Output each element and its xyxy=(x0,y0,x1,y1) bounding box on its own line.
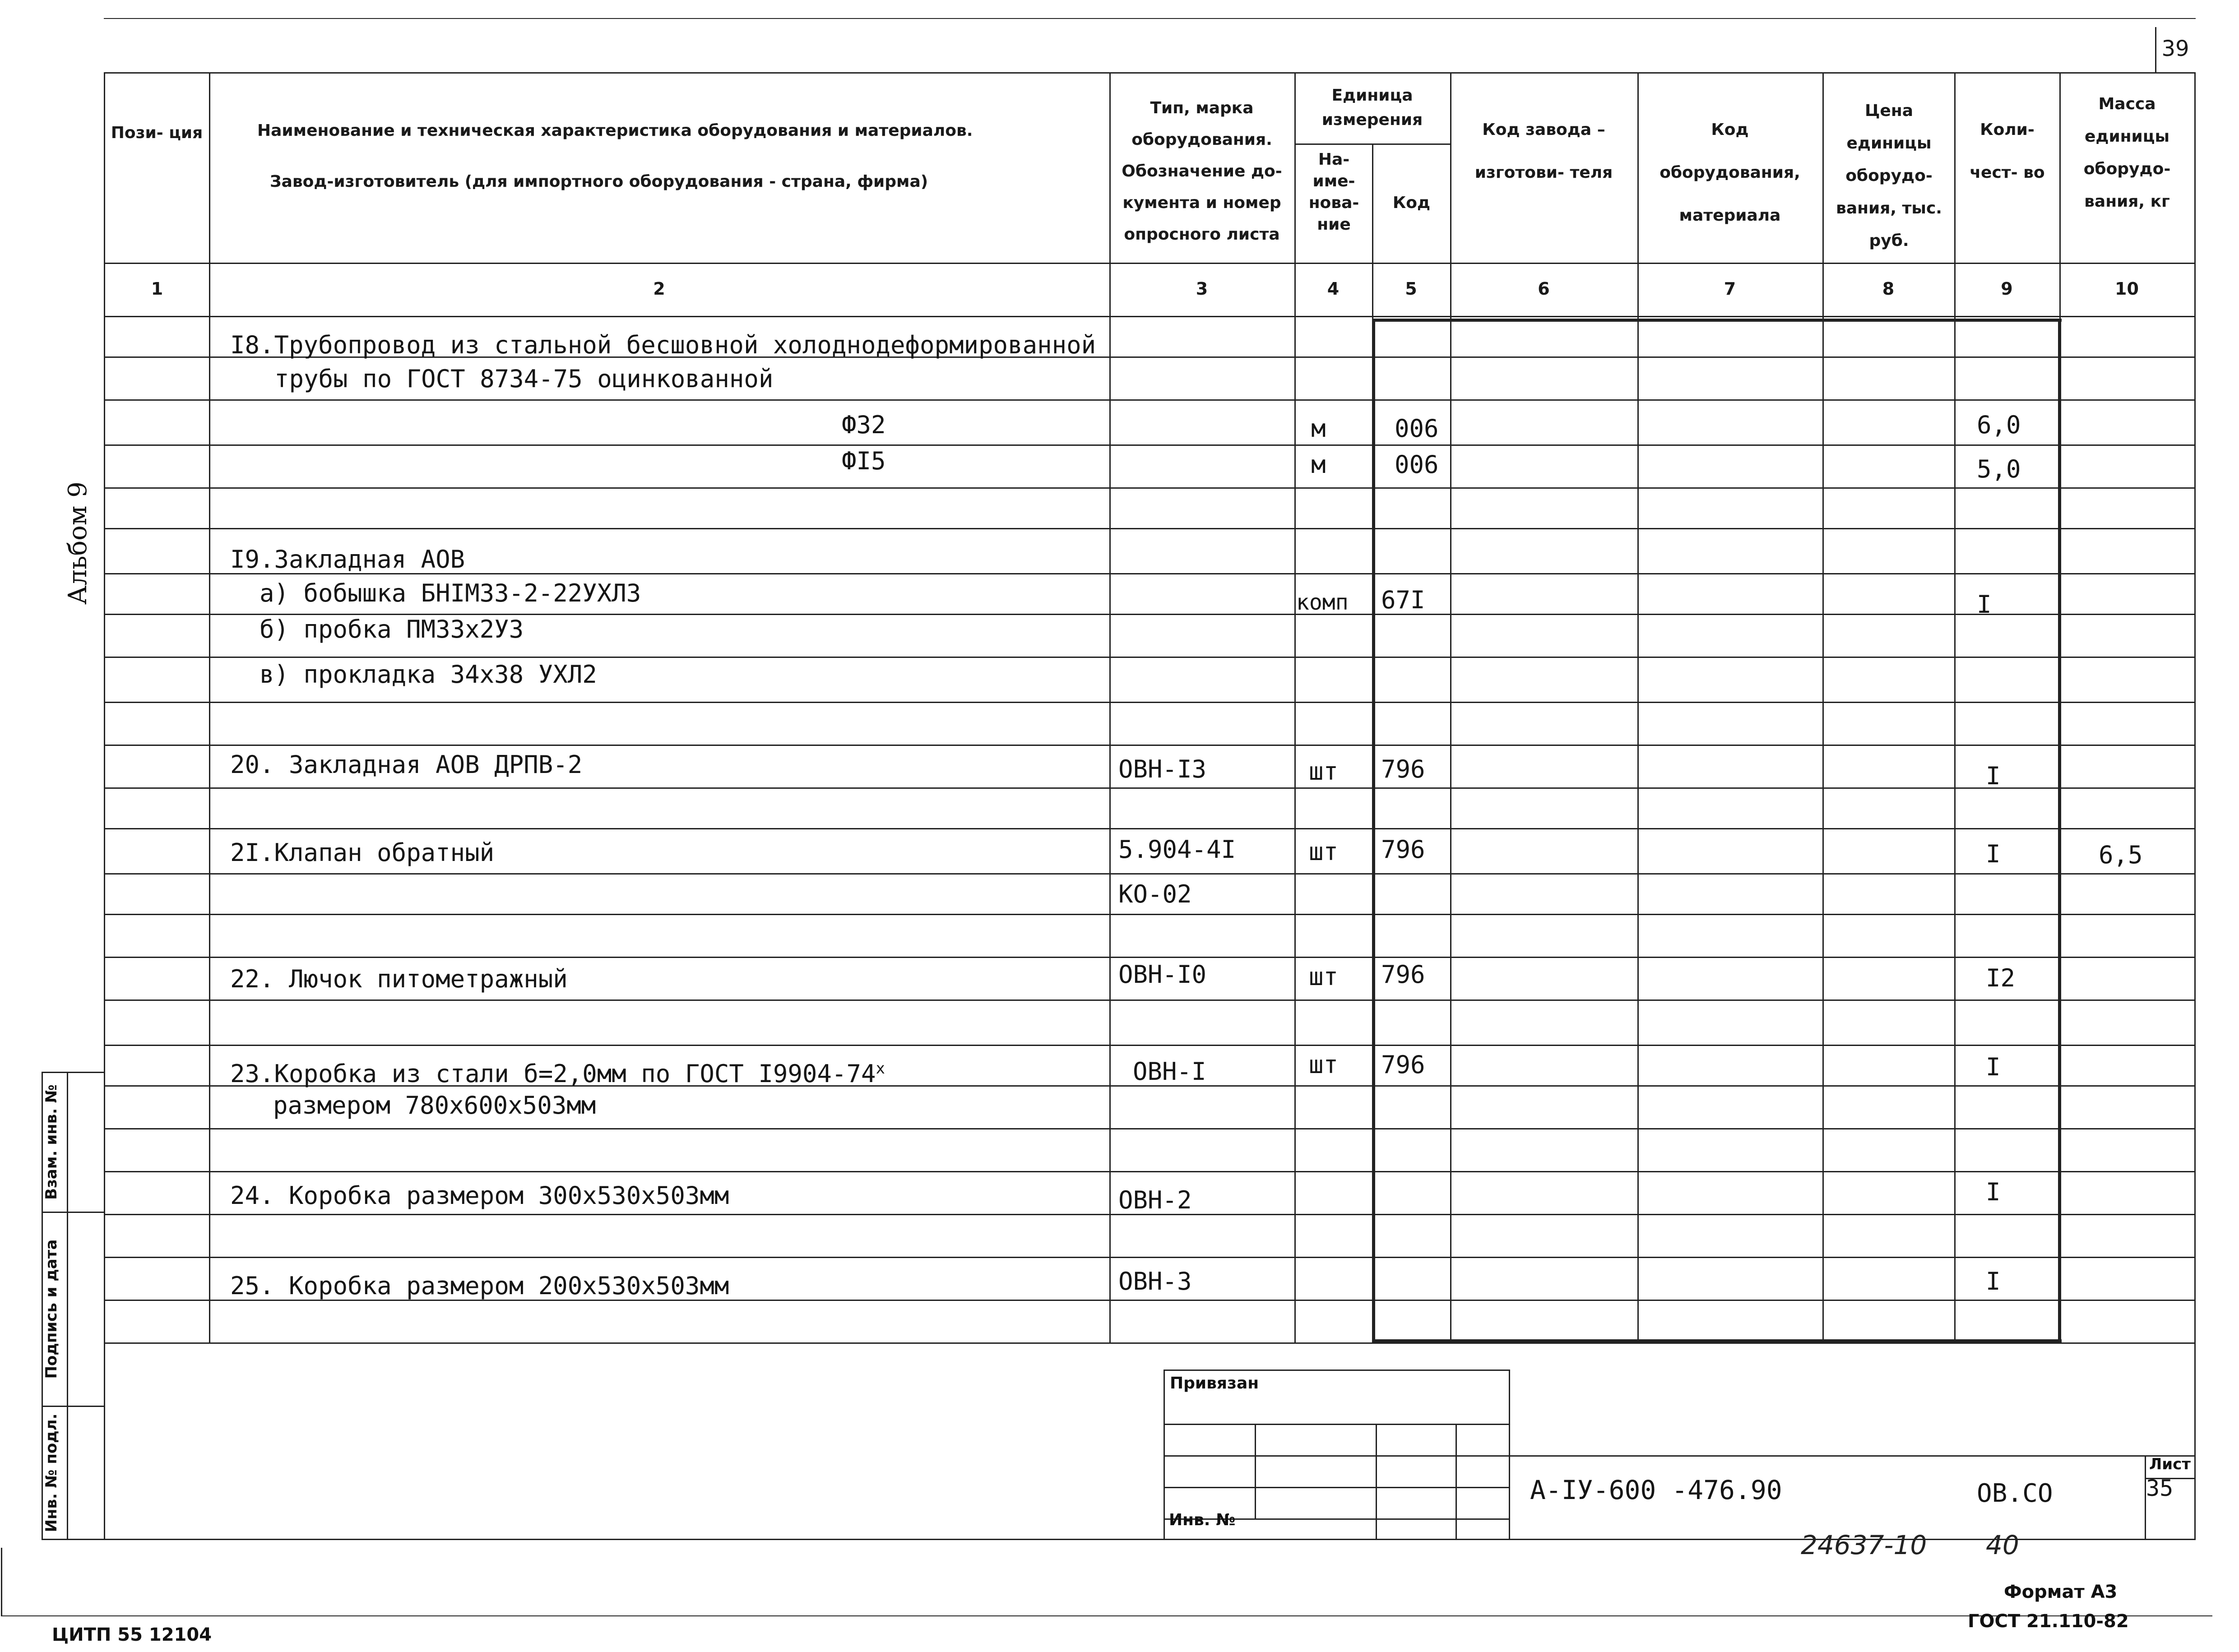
row-name: I9.Закладная АОВ xyxy=(230,545,465,574)
col-line xyxy=(1294,72,1296,1342)
row-unit: шт xyxy=(1309,838,1339,866)
row-unit: шт xyxy=(1309,1050,1339,1079)
stamp-line xyxy=(67,1072,68,1539)
row-type: ОВН-I xyxy=(1133,1057,1206,1086)
list-label: Лист xyxy=(2149,1455,2191,1473)
row-line xyxy=(104,787,2196,789)
tb-line xyxy=(1376,1424,1377,1539)
header-mass: Масса единицы оборудо- вания, кг xyxy=(2083,95,2171,211)
row-name: а) бобышка БНIМ33-2-22УХЛ3 xyxy=(260,579,641,607)
col-line xyxy=(1954,72,1956,1342)
row-line xyxy=(104,1045,2196,1046)
row-line xyxy=(104,702,2196,703)
row-name: 25. Коробка размером 200х530х503мм xyxy=(230,1272,729,1300)
col-line xyxy=(209,72,210,1342)
header-type: Тип, марка оборудования. Обозначение до- кумента и номер опросного листа xyxy=(1122,99,1282,244)
row-name-sup: х xyxy=(876,1060,885,1078)
colnum-4: 4 xyxy=(1327,279,1340,299)
header-quantity: Коли- чест- во xyxy=(1970,120,2045,182)
header-price: Цена единицы оборудо- вания, тыс. руб. xyxy=(1836,102,1942,250)
col-line xyxy=(1109,72,1111,1342)
row-qty: 5,0 xyxy=(1977,455,2021,483)
row-line xyxy=(104,1000,2196,1001)
stamp-line xyxy=(42,1406,105,1407)
top-rule xyxy=(104,18,2196,19)
header-equipment-code: Код оборудования, материала xyxy=(1660,120,1800,225)
colnum-10: 10 xyxy=(2115,279,2139,299)
tb-line xyxy=(1255,1424,1256,1518)
header-bottom-border xyxy=(104,263,2196,264)
header-unit-group: Единица измерения xyxy=(1321,86,1423,129)
row-qty: I xyxy=(1986,1053,2001,1081)
row-name: 22. Лючок питометражный xyxy=(230,965,568,993)
thick-frame-right xyxy=(2058,319,2061,1342)
stamp-podpis-data: Подпись и дата xyxy=(42,1239,60,1379)
row-qty: I xyxy=(1986,840,2001,868)
row-unit: шт xyxy=(1309,757,1339,786)
tb-line xyxy=(1164,1370,1165,1539)
colnum-2: 2 xyxy=(653,279,665,299)
tb-line xyxy=(1164,1455,1509,1457)
col-line xyxy=(2194,72,2196,1539)
colnum-bottom-border xyxy=(104,316,2196,317)
row-name: трубы по ГОСТ 8734-75 оцинкованной xyxy=(274,365,774,393)
row-name: Ф32 xyxy=(842,411,886,439)
row-name: в) прокладка 34х38 УХЛ2 xyxy=(260,660,597,689)
row-qty: I xyxy=(1986,762,2001,790)
tb-line xyxy=(1164,1487,1509,1488)
row-line xyxy=(104,444,2196,446)
row-unit: м xyxy=(1311,414,1326,443)
col-line xyxy=(1637,72,1639,1342)
row-line xyxy=(104,957,2196,958)
row-name xyxy=(230,1055,885,1087)
tb-line xyxy=(1509,1370,1510,1539)
row-code: 796 xyxy=(1381,960,1425,989)
row-code: 006 xyxy=(1395,414,1439,443)
row-line xyxy=(104,1257,2196,1258)
row-type: ОВН-2 xyxy=(1118,1186,1192,1214)
row-line xyxy=(104,487,2196,489)
tb-line xyxy=(1164,1370,1509,1371)
row-unit: комп xyxy=(1296,590,1349,615)
tb-line xyxy=(1509,1455,2195,1457)
stamp-inv-podl: Инв. № подл. xyxy=(42,1413,60,1532)
row-name: 2I.Клапан обратный xyxy=(230,838,495,867)
colnum-1: 1 xyxy=(151,279,163,299)
handwritten-page: 40 xyxy=(1986,1530,2019,1560)
row-name: I8.Трубопровод из стальной бесшовной холоднодеформированной xyxy=(230,331,1096,359)
sheet-box-line xyxy=(2155,27,2156,72)
row-unit: шт xyxy=(1309,963,1339,991)
row-unit: м xyxy=(1311,450,1326,479)
tb-line xyxy=(1164,1424,1509,1425)
row-qty: I xyxy=(1986,1267,2001,1296)
sheet-number-top: 39 xyxy=(2161,36,2189,61)
row-code: 796 xyxy=(1381,1050,1425,1079)
row-name: 24. Коробка размером 300х530х503мм xyxy=(230,1181,729,1210)
header-position: Пози- ция xyxy=(111,124,203,142)
stamp-vzam-inv: Взам. инв. № xyxy=(42,1084,60,1200)
doc-suffix: ОВ.СО xyxy=(1977,1479,2053,1508)
gost-label: ГОСТ 21.110-82 xyxy=(1968,1611,2129,1632)
thick-frame-bottom xyxy=(1372,1339,2062,1342)
colnum-3: 3 xyxy=(1196,279,1208,299)
row-line xyxy=(104,657,2196,658)
thick-frame-top xyxy=(1372,319,2062,322)
row-line xyxy=(104,745,2196,746)
format-label: Формат А3 xyxy=(2004,1582,2118,1602)
row-code: 006 xyxy=(1395,450,1439,479)
colnum-7: 7 xyxy=(1724,279,1736,299)
album-label: Альбом 9 xyxy=(63,481,93,605)
left-edge-mark xyxy=(1,1548,2,1615)
thick-frame-left xyxy=(1372,319,1375,1342)
row-code: 67I xyxy=(1381,586,1425,614)
citp-label: ЦИТП 55 12104 xyxy=(52,1624,212,1645)
row-line xyxy=(104,828,2196,829)
colnum-5: 5 xyxy=(1405,279,1417,299)
inv-no-label: Инв. № xyxy=(1169,1511,1236,1529)
header-factory-code: Код завода – изготови- теля xyxy=(1474,120,1613,182)
stamp-line xyxy=(42,1539,105,1540)
row-name: ФI5 xyxy=(842,447,886,475)
col-line xyxy=(1822,72,1824,1342)
row-mass: 6,5 xyxy=(2099,841,2143,869)
row-code: 796 xyxy=(1381,755,1425,783)
row-qty: I2 xyxy=(1986,964,2016,992)
row-type: КО-02 xyxy=(1118,880,1192,908)
row-line xyxy=(104,914,2196,915)
tb-line xyxy=(1456,1424,1457,1539)
bottom-rule xyxy=(1,1615,2212,1616)
header-unit-code: Код xyxy=(1392,194,1431,212)
row-line xyxy=(104,399,2196,401)
row-type: 5.904-4I xyxy=(1118,835,1236,864)
row-name-text: 23.Коробка из стали б=2,0мм по ГОСТ I9904-74 xyxy=(230,1060,876,1088)
header-name-line2: Завод-изготовитель (для импортного оборудования - страна, фирма) xyxy=(270,172,928,191)
row-type: ОВН-3 xyxy=(1118,1267,1192,1296)
header-name-line1: Наименование и техническая характеристика оборудования и материалов. xyxy=(257,121,973,140)
row-line xyxy=(104,1171,2196,1172)
row-name: 20. Закладная АОВ ДРПВ-2 xyxy=(230,750,583,779)
list-number: 35 xyxy=(2146,1475,2174,1501)
row-name: б) пробка ПМ33х2У3 xyxy=(260,615,524,643)
colnum-8: 8 xyxy=(1882,279,1895,299)
row-type: ОВН-I0 xyxy=(1118,960,1207,989)
col-line xyxy=(1450,72,1451,1342)
privyazan-label: Привязан xyxy=(1170,1374,1259,1393)
table-bottom-border xyxy=(104,1342,2196,1344)
row-type: ОВН-I3 xyxy=(1118,755,1207,783)
colnum-6: 6 xyxy=(1538,279,1550,299)
row-line xyxy=(104,873,2196,875)
row-qty: I xyxy=(1977,590,1992,619)
handwritten-inventory: 24637-10 xyxy=(1801,1530,1927,1560)
header-unit-name: На- име- нова- ние xyxy=(1308,150,1359,234)
row-name: размером 780х600х503мм xyxy=(273,1091,596,1120)
row-qty: 6,0 xyxy=(1977,411,2021,439)
row-line xyxy=(104,1128,2196,1129)
row-qty: I xyxy=(1986,1178,2001,1206)
row-line xyxy=(104,528,2196,529)
table-top-border xyxy=(104,72,2196,74)
doc-code: А-IУ-600 -476.90 xyxy=(1530,1475,1782,1505)
row-code: 796 xyxy=(1381,835,1425,864)
colnum-9: 9 xyxy=(2001,279,2013,299)
